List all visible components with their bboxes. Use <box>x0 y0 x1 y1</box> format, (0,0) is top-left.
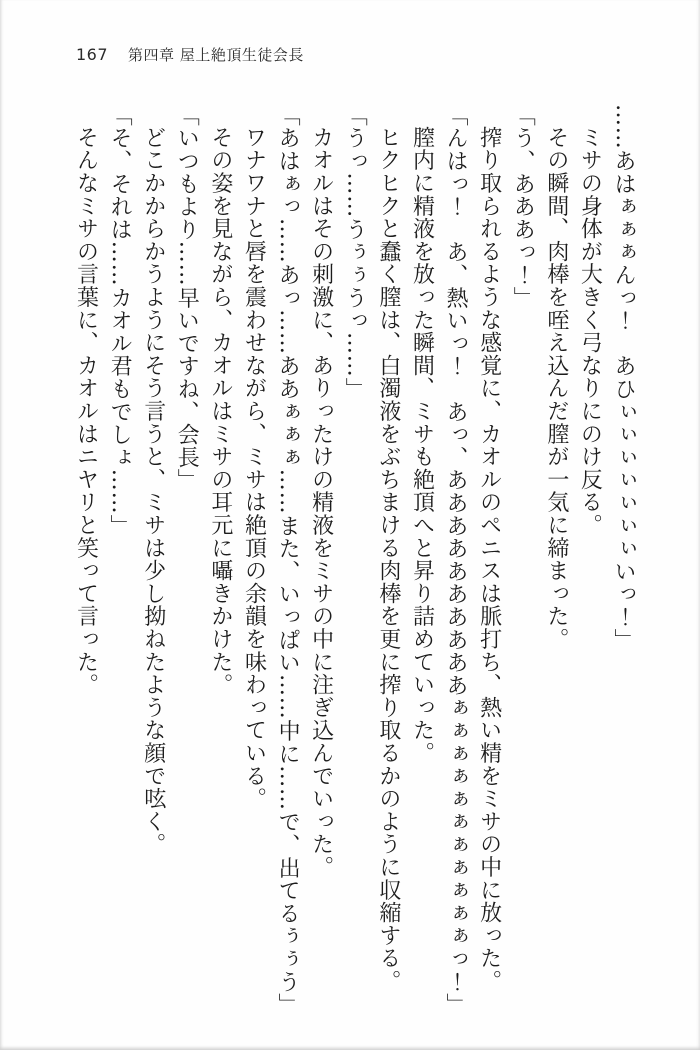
paragraph: 「う、あああっ！」 <box>510 104 536 310</box>
running-header <box>76 44 304 65</box>
paragraph: ミサの身体が大きく弓なりにのけ反る。 <box>577 126 603 537</box>
paragraph: 「あはぁっ……あっ……ああぁぁぁ……また、いっぱい……中に……で、出てるぅぅう」 <box>275 104 301 1016</box>
paragraph: ワナワナと唇を震わせながら、ミサは絶頂の余韻を味わっている。 <box>241 126 267 810</box>
paragraph: その姿を見ながら、カオルはミサの耳元に囁きかけた。 <box>207 126 233 696</box>
paragraph: 「うっ……うぅぅうっ……」 <box>342 104 368 401</box>
paragraph: ヒクヒクと蠢く膣は、白濁液をぶちまける肉棒を更に搾り取るかのように収縮する。 <box>375 126 401 993</box>
paragraph: そんなミサの言葉に、カオルはニヤリと笑って言った。 <box>73 126 99 696</box>
paragraph: 「いつもより……早いですね、会長」 <box>174 104 200 492</box>
chapter-title: 第四章 屋上絶頂生徒会長 <box>128 46 304 64</box>
paragraph: 膣内に精液を放った瞬間、ミサも絶頂へと昇り詰めていった。 <box>409 126 435 765</box>
page-number: 167 <box>76 45 109 64</box>
paragraph: カオルはその刺激に、ありったけの精液をミサの中に注ぎ込んでいった。 <box>308 126 334 879</box>
vertical-text-body <box>68 104 640 1020</box>
paragraph: 「そ、それは……カオル君もでしょ……」 <box>107 104 133 538</box>
paragraph: どこかからかうようにそう言うと、ミサは少し拗ねたような顔で呟く。 <box>140 126 166 856</box>
paragraph: ……あはぁぁぁんっ！ あひぃぃぃぃぃぃぃいっ！」 <box>611 104 636 652</box>
paragraph: 搾り取られるような感覚に、カオルのペニスは脈打ち、熱い精をミサの中に放った。 <box>476 126 502 993</box>
paragraph: その瞬間、肉棒を咥え込んだ膣が一気に締まった。 <box>543 126 569 651</box>
paragraph: 「んはっ！ あ、熱いっ！ あっ、ああああああああああぁぁぁぁぁぁぁぁぁぁぁっ！」 <box>443 104 469 1016</box>
